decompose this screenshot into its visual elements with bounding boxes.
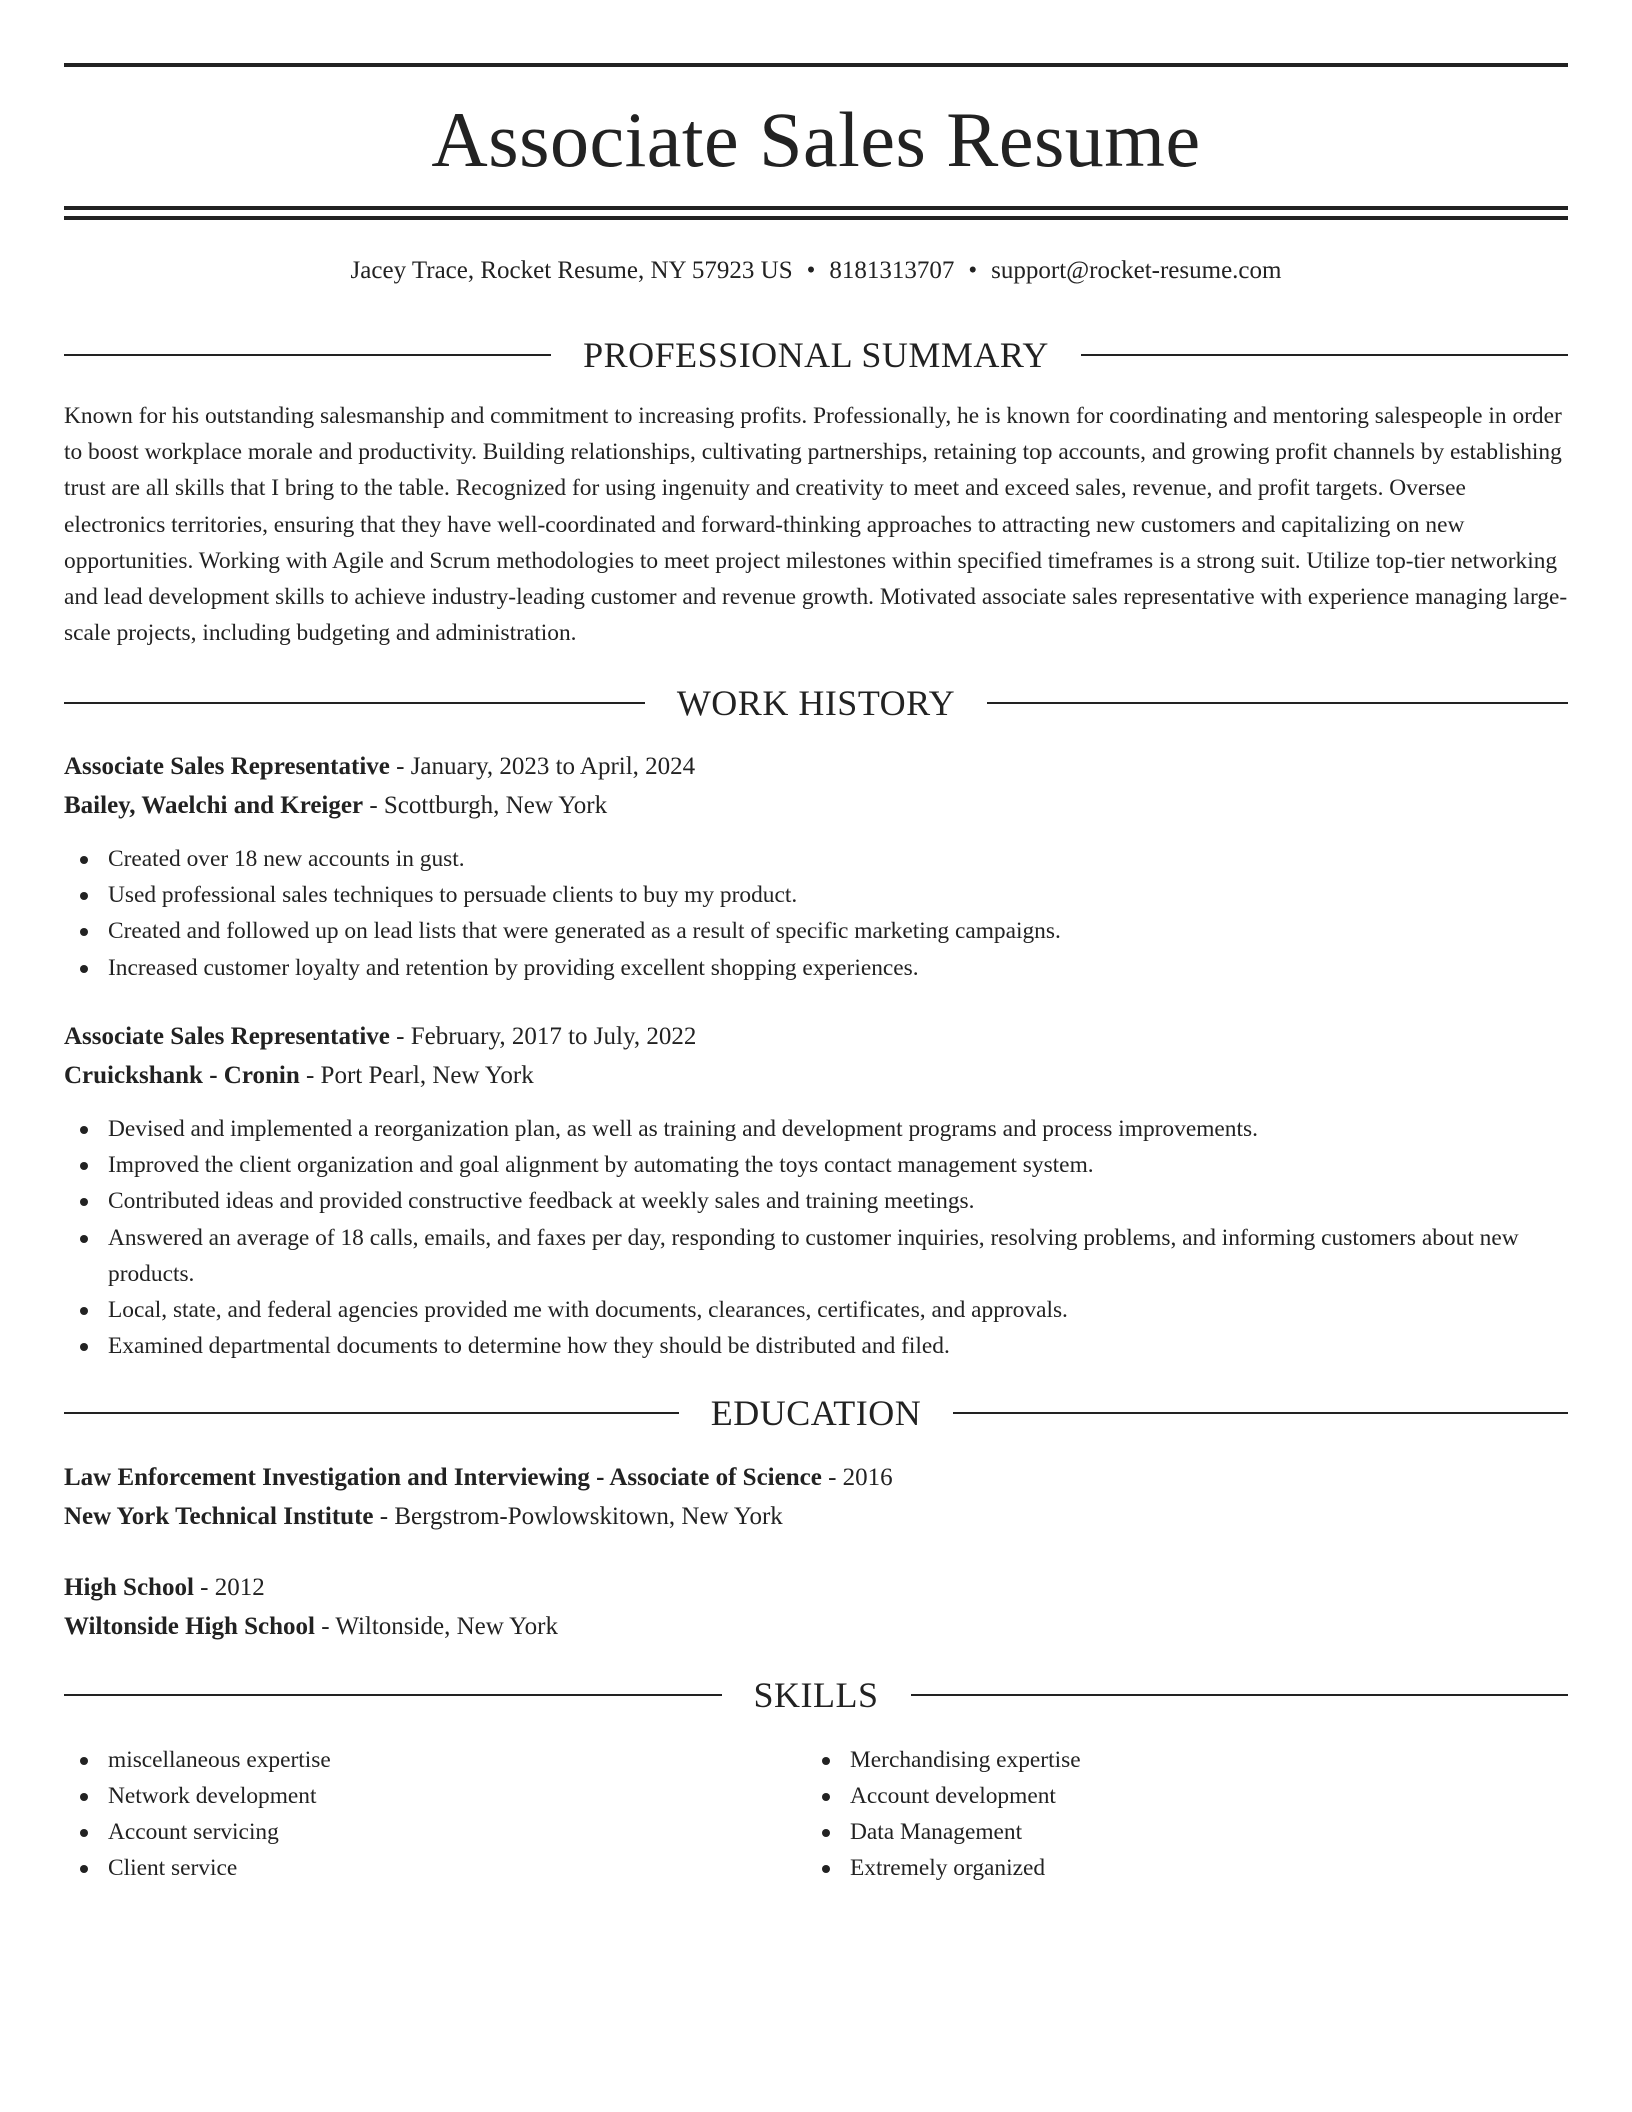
work-bullet: Devised and implemented a reorganization plan, as well as training and development programs and process improvements. [64,1111,1568,1147]
section-title: EDUCATION [710,1393,922,1433]
heading-rule [64,702,645,704]
work-bullet: Answered an average of 18 calls, emails, and faxes per day, responding to customer inquiries, resolving problems, and informing customers about new products. [64,1220,1568,1292]
section-heading-summary [64,333,1568,377]
degree-name: Law Enforcement Investigation and Interviewing - Associate of Science [64,1464,822,1491]
work-bullet: Contributed ideas and provided constructive feedback at weekly sales and training meetings. [64,1183,1568,1219]
contact-line [64,254,1568,288]
section-heading-work [64,681,1568,725]
company-name: Cruickshank - Cronin [64,1062,300,1089]
top-rule [64,63,1568,67]
company-name: Bailey, Waelchi and Kreiger [64,792,364,819]
degree-year: - 2012 [193,1574,265,1601]
job-title: Associate Sales Representative [64,1023,390,1050]
title-double-rule [64,206,1568,220]
skill-item: Account development [806,1778,1081,1814]
job-title-line [64,1017,1568,1056]
summary-paragraph: Known for his outstanding salesmanship and commitment to increasing profits. Professionally, he is known for coordinating and mentoring salespeople in order to boost workplace morale and productivity. Building relationships, cultivating partnerships, retaining top accounts, and growing profit channels by establishing trust are all skills that I bring to the table. Recognized for using ingenuity and creativity to meet and exceed sales, revenue, and profit targets. Oversee electronics territories, ensuring that they have well-coordinated and forward-thinking approaches to attracting new customers and capitalizing on new opportunities. Working with Agile and Scrum methodologies to meet project milestones within specified timeframes is a strong suit. Utilize top-tier networking and lead development skills to achieve industry-leading customer and revenue growth. Motivated associate sales representative with experience managing large-scale projects, including budgeting and administration. [64,403,1568,647]
degree-name: High School [64,1574,194,1601]
section-title: PROFESSIONAL SUMMARY [583,335,1049,375]
skill-item: Client service [64,1850,331,1886]
job-dates: - February, 2017 to July, 2022 [389,1023,697,1050]
contact-email: support@rocket-resume.com [991,257,1282,284]
heading-rule [64,1694,722,1696]
school-line [64,1607,1568,1646]
education-entry [64,1458,1568,1536]
company-location: - Scottburgh, New York [363,792,608,819]
job-title: Associate Sales Representative [64,753,390,780]
job-dates: - January, 2023 to April, 2024 [389,753,696,780]
company-line [64,1056,1568,1095]
degree-line [64,1568,1568,1607]
skill-item: Network development [64,1778,331,1814]
work-bullet: Improved the client organization and goal alignment by automating the toys contact management system. [64,1147,1568,1183]
section-heading-education [64,1391,1568,1435]
heading-rule [1081,354,1568,356]
work-bullet: Created over 18 new accounts in gust. [64,841,1568,877]
skill-item: miscellaneous expertise [64,1742,331,1778]
degree-line [64,1458,1568,1497]
heading-rule [911,1694,1569,1696]
heading-rule [987,702,1568,704]
skill-item: Data Management [806,1814,1081,1850]
work-bullet: Examined departmental documents to determine how they should be distributed and filed. [64,1328,1568,1364]
contact-phone: 8181313707 [829,257,955,284]
work-entry [64,747,1568,825]
work-bullet: Increased customer loyalty and retention by providing excellent shopping experiences. [64,950,1568,986]
contact-separator: • [968,257,978,284]
heading-rule [64,1412,679,1414]
contact-address: Jacey Trace, Rocket Resume, NY 57923 US [350,257,793,284]
company-line [64,786,1568,825]
heading-rule [64,354,551,356]
work-bullet: Created and followed up on lead lists that were generated as a result of specific marketing campaigns. [64,913,1568,949]
resume-title: Associate Sales Resume [431,96,1201,183]
company-location: - Port Pearl, New York [299,1062,534,1089]
work-entry [64,1017,1568,1095]
school-location: - Wiltonside, New York [315,1613,558,1640]
section-title: SKILLS [753,1675,879,1715]
heading-rule [953,1412,1568,1414]
skills-list-right [806,1742,1081,1886]
skill-item: Extremely organized [806,1850,1081,1886]
work-bullets [64,1111,1568,1364]
job-title-line [64,747,1568,786]
school-line [64,1497,1568,1536]
degree-year: - 2016 [821,1464,893,1491]
work-bullet: Used professional sales techniques to persuade clients to buy my product. [64,877,1568,913]
contact-separator: • [806,257,816,284]
school-name: New York Technical Institute [64,1503,374,1530]
skills-list-left [64,1742,331,1886]
work-bullets [64,841,1568,986]
school-location: - Bergstrom-Powlowskitown, New York [373,1503,783,1530]
section-heading-skills [64,1673,1568,1717]
section-title: WORK HISTORY [676,683,956,723]
school-name: Wiltonside High School [64,1613,315,1640]
skill-item: Account servicing [64,1814,331,1850]
education-entry [64,1568,1568,1646]
work-bullet: Local, state, and federal agencies provided me with documents, clearances, certificates, and approvals. [64,1292,1568,1328]
skill-item: Merchandising expertise [806,1742,1081,1778]
